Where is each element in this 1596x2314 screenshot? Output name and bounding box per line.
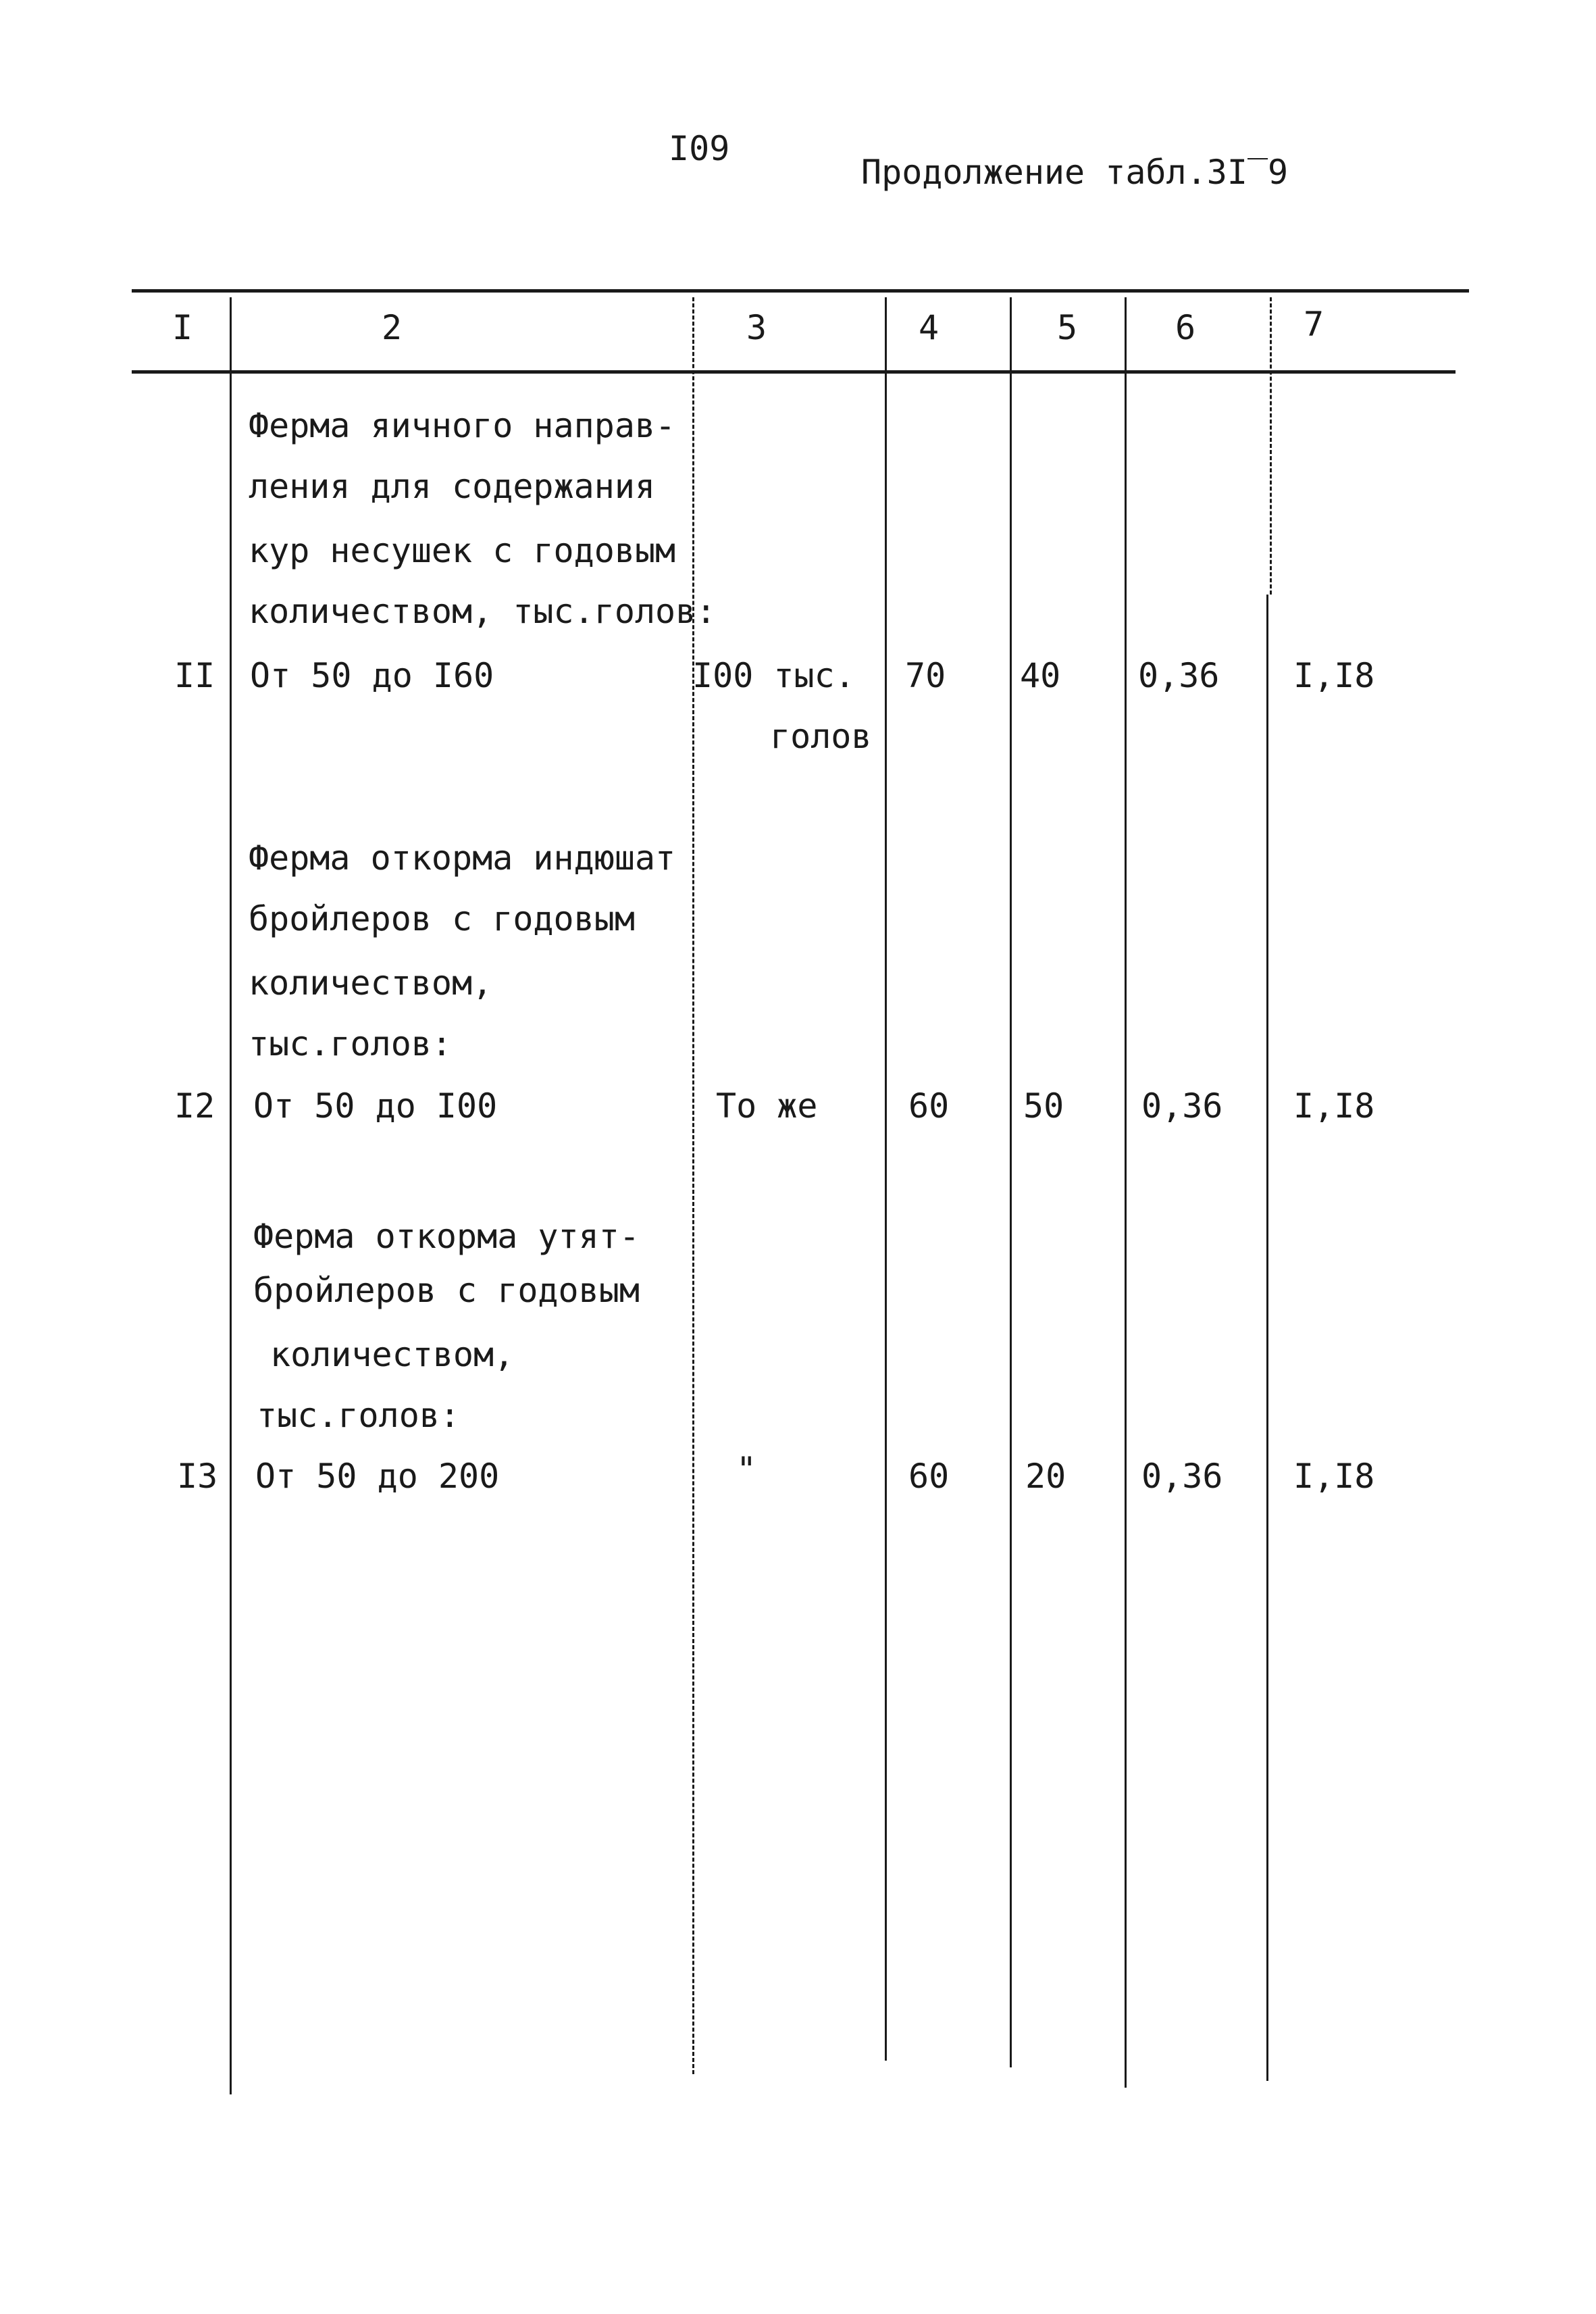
column-divider-1	[230, 297, 232, 2094]
row-name: От 50 до I00	[253, 1086, 498, 1126]
group-title-line: тыс.голов:	[249, 1024, 453, 1063]
group-title-line: Ферма откорма утят-	[253, 1217, 640, 1256]
row-col5-value: 40	[1020, 656, 1061, 695]
page-number: I09	[669, 129, 730, 168]
group-title-line: количеством,	[249, 963, 493, 1003]
row-col4-value: 70	[905, 656, 946, 695]
row-col7-value: I,I8	[1293, 1457, 1375, 1496]
group-title-line: количеством, тыс.голов:	[249, 592, 717, 631]
column-divider-6	[1270, 297, 1272, 595]
group-title-line: бройлеров с годовым	[249, 899, 635, 938]
column-divider-3	[885, 297, 887, 2061]
column-divider-6-lower	[1266, 595, 1268, 2081]
group-title-line: тыс.голов:	[257, 1396, 461, 1435]
group-title-line: ления для содержания	[249, 467, 656, 506]
group-title-line: Ферма яичного направ-	[249, 406, 676, 445]
row-col7-value: I,I8	[1293, 656, 1375, 695]
row-col3-line: То же	[716, 1086, 818, 1126]
group-title-line: Ферма откорма индюшат	[249, 838, 676, 878]
table-header-rule	[132, 370, 1456, 374]
column-divider-2	[692, 297, 694, 2074]
column-header-7: 7	[1304, 305, 1324, 344]
table-continuation-caption: Продолжение табл.3I‾9	[861, 153, 1289, 192]
column-header-4: 4	[919, 308, 939, 347]
column-header-1: I	[172, 308, 193, 347]
column-header-5: 5	[1057, 308, 1078, 347]
column-header-2: 2	[382, 308, 403, 347]
row-col3-line: "	[736, 1450, 757, 1489]
row-name: От 50 до I60	[250, 656, 494, 695]
row-col4-value: 60	[908, 1086, 950, 1126]
column-divider-5	[1125, 297, 1127, 2088]
row-col3-line: голов	[770, 717, 872, 756]
column-divider-4	[1010, 297, 1012, 2067]
row-number: I2	[174, 1086, 215, 1126]
group-title-line: количеством,	[270, 1335, 515, 1374]
row-number: I3	[177, 1457, 218, 1496]
column-header-6: 6	[1175, 308, 1196, 347]
row-col5-value: 50	[1023, 1086, 1064, 1126]
row-col7-value: I,I8	[1293, 1086, 1375, 1126]
table-top-rule	[132, 289, 1469, 293]
group-title-line: кур несушек с годовым	[249, 531, 676, 570]
row-col6-value: 0,36	[1138, 656, 1220, 695]
row-col5-value: 20	[1025, 1457, 1066, 1496]
row-col4-value: 60	[908, 1457, 950, 1496]
column-header-3: 3	[746, 308, 767, 347]
group-title-line: бройлеров с годовым	[253, 1271, 640, 1310]
row-col3-line: I00 тыс.	[692, 656, 855, 695]
row-name: От 50 до 200	[255, 1457, 500, 1496]
row-col6-value: 0,36	[1141, 1457, 1223, 1496]
row-col6-value: 0,36	[1141, 1086, 1223, 1126]
row-number: II	[174, 656, 215, 695]
